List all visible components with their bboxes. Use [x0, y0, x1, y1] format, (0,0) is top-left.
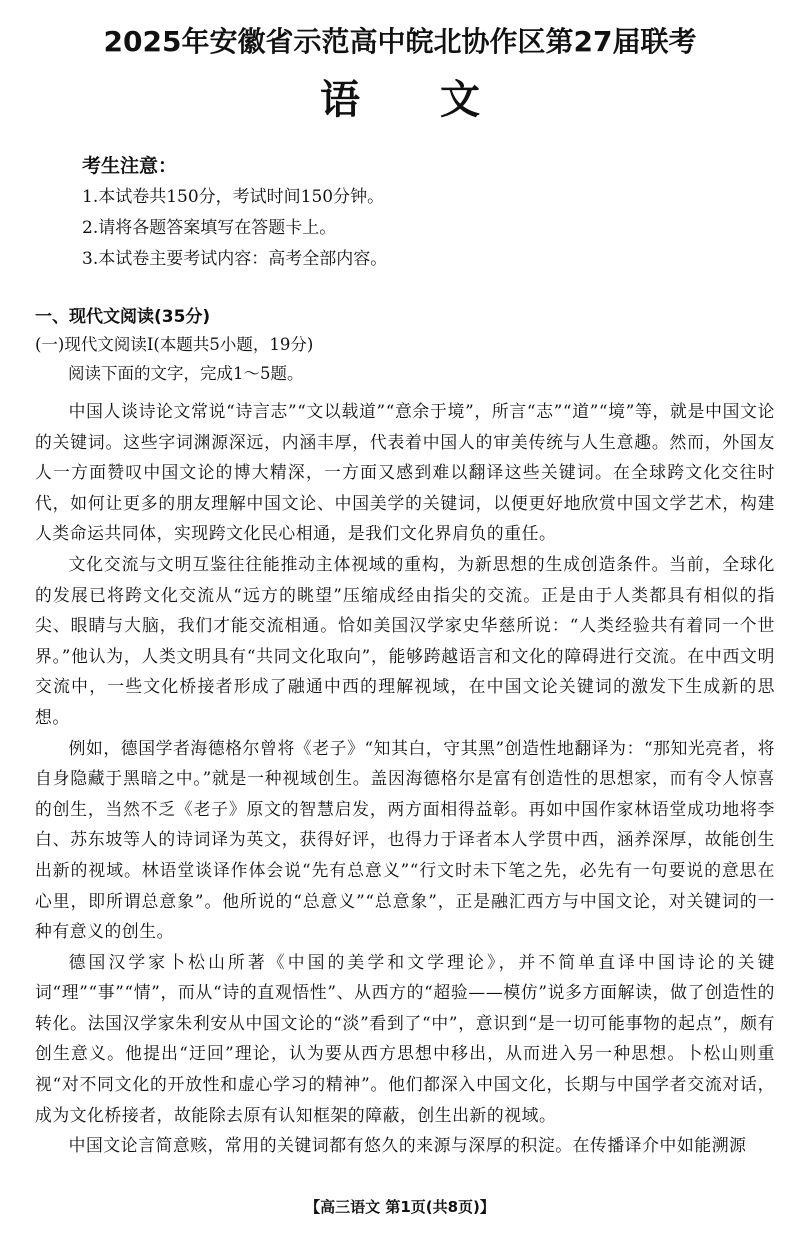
notice-item: 3.本试卷主要考试内容：高考全部内容。	[82, 249, 388, 269]
page-footer: 【高三语文 第1页(共8页)】	[305, 1198, 495, 1216]
reading-passage	[35, 396, 775, 1161]
subsection-heading: (一)现代文阅读Ⅰ(本题共5小题，19分)	[35, 335, 314, 354]
passage-paragraph: 例如，德国学者海德格尔曾将《老子》“知其白，守其黑”创造性地翻译为：“那知光亮者，将自身隐藏于黑暗之中。”就是一种视域创生。盖因海德格尔是富有创造性的思想家，而有令人惊喜的创生，当然不乏《老子》原文的智慧启发，两方面相得益彰。再如中国作家林语堂成功地将李白、苏东坡等人的诗词译为英文，获得好评，也得力于译者本人学贯中西，涵养深厚，故能创生出新的视域。林语堂谈译作体会说“先有总意义”“行文时未下笔之先，必先有一句要说的意思在心里，即所谓总意象”。他所说的“总意义”“总意象”，正是融汇西方与中国文论，对关键词的一种有意义的创生。	[35, 737, 775, 942]
exam-title: 2025年安徽省示范高中皖北协作区第27届联考	[103, 25, 697, 58]
section-heading: 一、现代文阅读(35分)	[35, 307, 211, 327]
candidate-notice	[82, 150, 762, 275]
reading-instruction: 阅读下面的文字，完成1～5题。	[68, 364, 304, 383]
notice-item: 2.请将各题答案填写在答题卡上。	[82, 218, 337, 238]
passage-paragraph: 文化交流与文明互鉴往往能推动主体视域的重构，为新思想的生成创造条件。当前，全球化的发展已将跨文化交流从“远方的眺望”压缩成经由指尖的交流。正是由于人类都具有相似的指尖、眼睛与大脑，我们才能交流相通。恰如美国汉学家史华慈所说：“人类经验共有着同一个世界。”他认为，人类文明具有“共同文化取向”，能够跨越语言和文化的障碍进行交流。在中西文明交流中，一些文化桥接者形成了融通中西的理解视域，在中国文论关键词的激发下生成新的思想。	[35, 553, 775, 727]
notice-item: 1.本试卷共150分，考试时间150分钟。	[82, 187, 385, 207]
passage-paragraph: 中国人谈诗论文常说“诗言志”“文以载道”“意余于境”，所言“志”“道”“境”等，就是中国文论的关键词。这些字词渊源深远，内涵丰厚，代表着中国人的审美传统与人生意趣。然而，外国友人一方面赞叹中国文论的博大精深，一方面又感到难以翻译这些关键词。在全球跨文化交往时代，如何让更多的朋友理解中国文论、中国美学的关键词，以便更好地欣赏中国文学艺术，构建人类命运共同体，实现跨文化民心相通，是我们文化界肩负的重任。	[35, 401, 775, 544]
notice-heading: 考生注意：	[82, 155, 178, 177]
subject-title: 语文	[320, 77, 560, 123]
passage-paragraph: 德国汉学家卜松山所著《中国的美学和文学理论》，并不简单直译中国诗论的关键词“理”“事”“情”，而从“诗的直观悟性”、从西方的“超验——模仿”说多方面解读，做了创造性的转化。法国汉学家朱利安从中国文论的“淡”看到了“中”，意识到“是一切可能事物的起点”，颇有创生意义。他提出“迂回”理论，认为要从西方思想中移出，从而进入另一种思想。卜松山则重视“对不同文化的开放性和虚心学习的精神”。他们都深入中国文化，长期与中国学者交流对话，成为文化桥接者，故能除去原有认知框架的障蔽，创生出新的视域。	[35, 951, 775, 1125]
section-header	[35, 303, 775, 389]
passage-paragraph: 中国文论言简意赅，常用的关键词都有悠久的来源与深厚的积淀。在传播译介中如能溯源	[68, 1135, 747, 1156]
